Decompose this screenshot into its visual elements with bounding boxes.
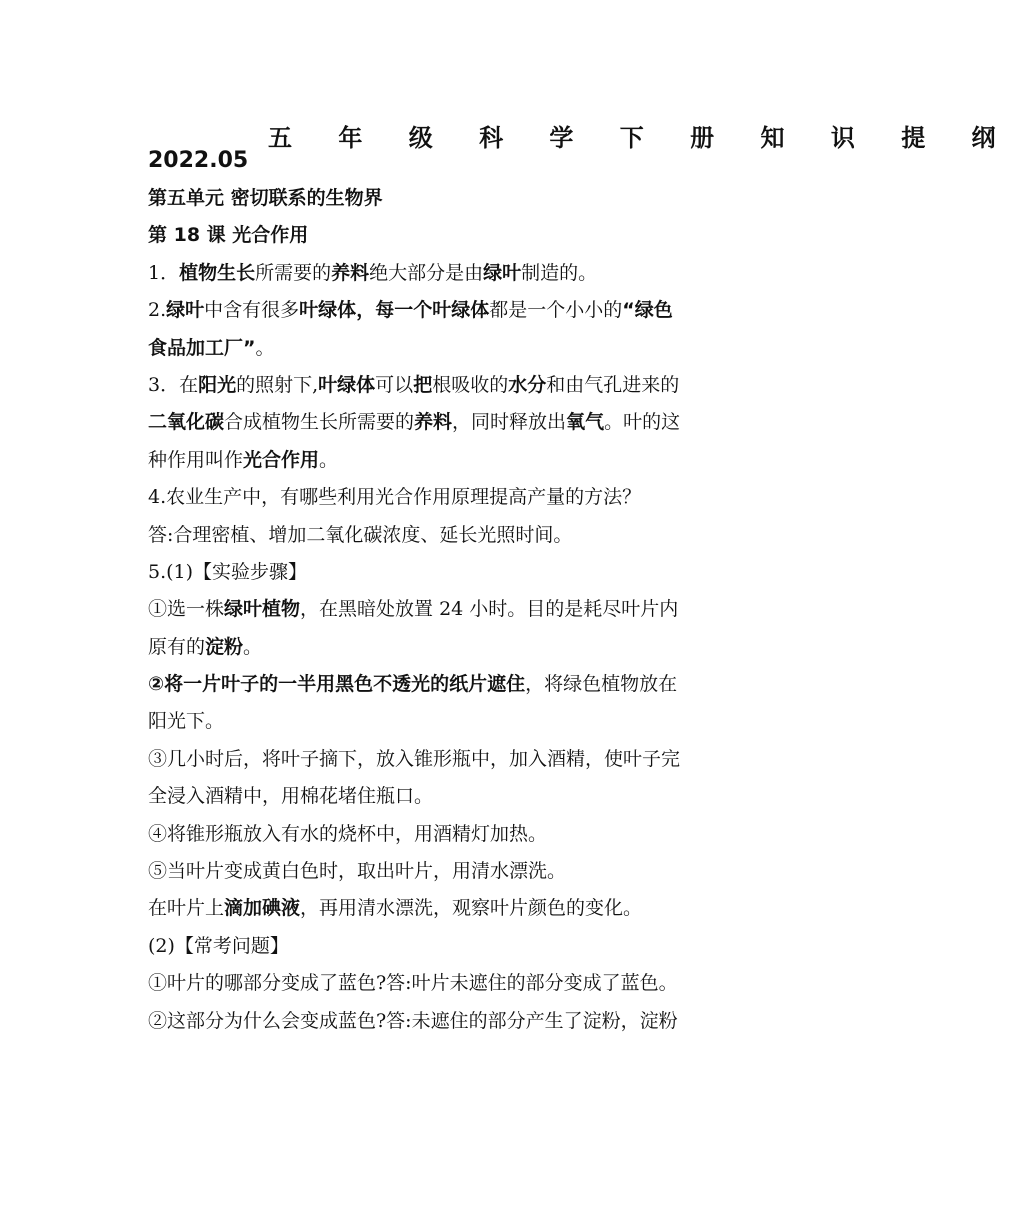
text-run: 。 [255, 336, 275, 359]
step-1-line-1 [148, 591, 716, 628]
step-2-line-1 [148, 666, 716, 703]
step-2-line-2: 阳光下。 [148, 710, 225, 733]
bold-term: 绿叶 [483, 261, 522, 284]
text-run: ，在黑暗处放置 24 小时。目的是耗尽叶片内 [300, 598, 679, 621]
bold-term: ②将一片叶子的一半用黑色不透光的纸片遮住 [148, 673, 526, 696]
bold-term: 滴加碘液 [224, 897, 301, 920]
text-run: 可以 [375, 373, 414, 396]
text-run: 绝大部分是由 [369, 261, 484, 284]
text-run: 原有的 [148, 635, 206, 658]
bold-term: 二氧化碳 [148, 411, 225, 434]
text-run: 合成植物生长所需要的 [224, 411, 415, 434]
bold-term: 水分 [508, 373, 547, 396]
step-1-line-2 [148, 629, 716, 666]
bold-term: 养料 [331, 261, 370, 284]
bold-term: 光合作用 [243, 448, 320, 471]
document-body [148, 180, 716, 1040]
question-4: 4.农业生产中，有哪些利用光合作用原理提高产量的方法？ [148, 486, 642, 509]
lesson-heading: 第 18 课 光合作用 [148, 224, 309, 247]
text-run: 。叶的这 [604, 411, 681, 434]
answer-4: 答:合理密植、增加二氧化碳浓度、延长光照时间。 [148, 523, 573, 546]
document-date: 2022.05 [148, 148, 249, 173]
step-3-line-2: 全浸入酒精中，用棉花堵住瓶口。 [148, 785, 434, 808]
question-1: ①叶片的哪部分变成了蓝色?答:叶片未遮住的部分变成了蓝色。 [148, 972, 678, 995]
step-4: ④将锥形瓶放入有水的烧杯中，用酒精灯加热。 [148, 822, 548, 845]
text-run: 和由气孔进来的 [546, 373, 680, 396]
paragraph-1 [148, 255, 716, 292]
bold-term: 每一个叶绿体 [375, 299, 490, 322]
bold-term: 植物生长 [179, 261, 256, 284]
step-5: ⑤当叶片变成黄白色时，取出叶片，用清水漂洗。 [148, 860, 567, 883]
text-run: ①选一株 [148, 598, 225, 621]
text-run: 根吸收的 [432, 373, 509, 396]
unit-heading: 第五单元 密切联系的生物界 [148, 187, 383, 209]
text-run: 2. [148, 299, 167, 322]
paragraph-2-line-2 [148, 330, 716, 367]
bold-term: 阳光 [198, 373, 237, 396]
text-run: 中含有很多 [204, 299, 300, 322]
text-run: ，再用清水漂洗，观察叶片颜色的变化。 [300, 897, 643, 920]
text-run: 制造的。 [521, 261, 598, 284]
paragraph-3-line-2 [148, 404, 716, 441]
step-6 [148, 890, 716, 927]
bold-term: 叶绿体 [318, 373, 376, 396]
paragraph-3-line-1 [148, 367, 716, 404]
text-run: 都是一个小小的 [489, 299, 623, 322]
paragraph-3-line-3 [148, 442, 716, 479]
bold-term: “绿色 [622, 299, 673, 322]
bold-term: 把 [413, 373, 433, 396]
common-questions-heading: (2)【常考问题】 [148, 934, 289, 957]
text-run: 在叶片上 [148, 897, 225, 920]
text-run: 1． [148, 261, 180, 284]
bold-term: 叶绿体 [299, 299, 357, 322]
text-run: 种作用叫作 [148, 448, 244, 471]
bold-term: 食品加工厂” [148, 336, 256, 359]
bold-term: 绿叶植物 [224, 598, 301, 621]
bold-term: 绿叶 [166, 299, 205, 322]
bold-term: 养料 [414, 411, 453, 434]
bold-term: 淀粉 [205, 635, 244, 658]
question-2: ②这部分为什么会变成蓝色?答:未遮住的部分产生了淀粉，淀粉 [148, 1009, 678, 1032]
bold-term: ， [356, 299, 376, 322]
text-run: 的照射下, [236, 373, 319, 396]
text-run: 所需要的 [255, 261, 332, 284]
text-run: 。 [243, 635, 263, 658]
experiment-steps-heading: 5.(1)【实验步骤】 [148, 560, 308, 583]
document-title: 五 年 级 科 学 下 册 知 识 提 纲 [268, 124, 1015, 152]
text-run: ，同时释放出 [452, 411, 567, 434]
text-run: 3．在 [148, 373, 199, 396]
text-run: ，将绿色植物放在 [525, 673, 678, 696]
paragraph-2-line-1 [148, 292, 716, 329]
step-3-line-1: ③几小时后，将叶子摘下，放入锥形瓶中，加入酒精，使叶子完 [148, 747, 681, 770]
bold-term: 氧气 [566, 411, 605, 434]
text-run: 。 [319, 448, 339, 471]
